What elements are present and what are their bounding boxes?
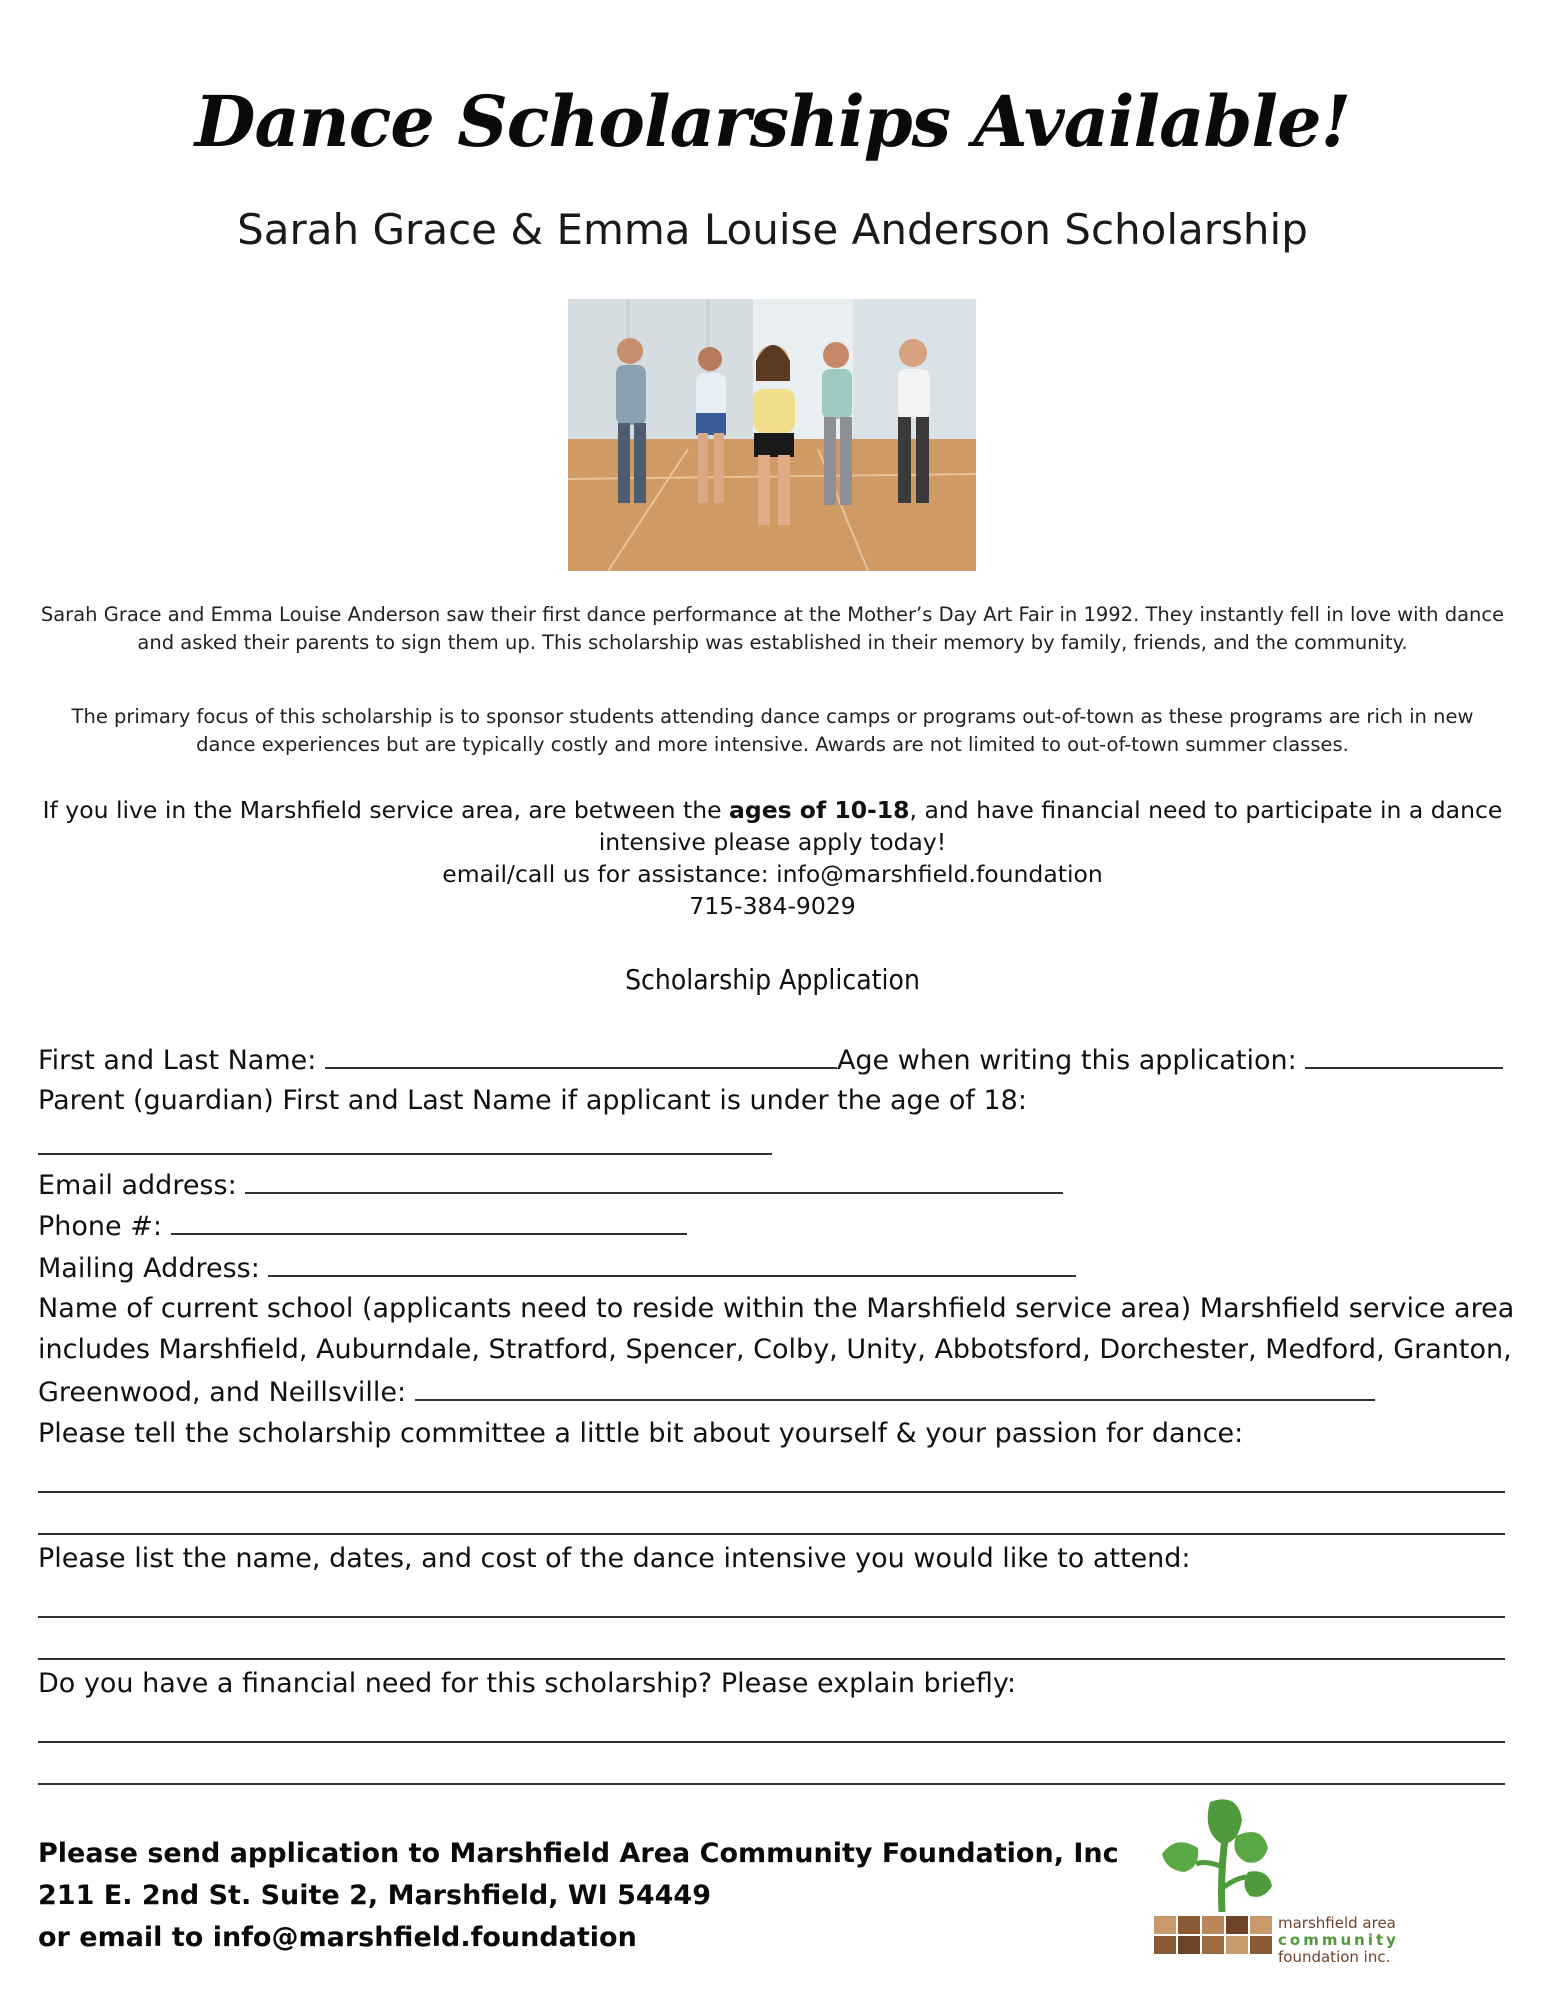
age-label: Age when writing this application: [836, 1045, 1306, 1076]
financial-answer-line-1[interactable] [38, 1741, 1505, 1743]
tree-icon [1162, 1799, 1272, 1912]
school-text-line-1: Name of current school (applicants need to reside within the Marshfield service area) Marshfield service area [38, 1293, 1515, 1324]
application-title: Scholarship Application [625, 963, 920, 996]
footer-email: or email to info@marshfield.foundation [38, 1922, 637, 1953]
email-field[interactable] [245, 1168, 1063, 1194]
school-field[interactable] [415, 1375, 1375, 1401]
parent-label: Parent (guardian) First and Last Name if applicant is under the age of 18: [38, 1085, 1027, 1116]
logo-text-line-2: community [1278, 1931, 1399, 1949]
name-field[interactable] [325, 1043, 837, 1069]
eligibility-ages: ages of 10-18 [729, 796, 910, 824]
email-row [38, 1168, 1063, 1202]
intro-paragraph-focus: The primary focus of this scholarship is to sponsor students attending dance camps or programs out-of-town as these programs are rich in new dance experiences but are typically costly and more intensive. Awards are not limited to out-of-town summer classes. [71, 705, 1474, 756]
school-label: Greenwood, and Neillsville: [38, 1377, 415, 1408]
about-answer-line-1[interactable] [38, 1491, 1505, 1493]
school-row [38, 1375, 1375, 1409]
intensive-answer-line-2[interactable] [38, 1658, 1505, 1660]
email-label: Email address: [38, 1170, 246, 1201]
financial-answer-line-2[interactable] [38, 1783, 1505, 1785]
intensive-question: Please list the name, dates, and cost of the dance intensive you would like to attend: [38, 1543, 1191, 1574]
phone-label: Phone #: [38, 1211, 171, 1242]
phone-field[interactable] [171, 1209, 687, 1235]
page-title: Dance Scholarships Available! [194, 80, 1351, 163]
footer-address: 211 E. 2nd St. Suite 2, Marshfield, WI 54449 [38, 1880, 712, 1911]
name-label: First and Last Name: [38, 1045, 325, 1076]
submission-instructions [38, 1833, 1119, 1959]
name-age-row [38, 1043, 1503, 1077]
mailing-row [38, 1251, 1076, 1285]
parent-name-field[interactable] [38, 1153, 772, 1155]
contact-email-line: email/call us for assistance: info@marshfield.foundation [442, 860, 1103, 888]
foundation-logo [1150, 1792, 1410, 1972]
dancers-photo [568, 299, 976, 571]
scholarship-name: Sarah Grace & Emma Louise Anderson Scholarship [237, 205, 1308, 254]
brick-icon [1154, 1916, 1272, 1954]
contact-phone: 715-384-9029 [689, 892, 856, 920]
logo-text-line-3: foundation inc. [1278, 1948, 1391, 1966]
eligibility-text-start: If you live in the Marshfield service area, are between the [42, 796, 730, 824]
eligibility-paragraph [40, 794, 1505, 858]
mailing-label: Mailing Address: [38, 1253, 269, 1284]
footer-line-1: Please send application to Marshfield Area Community Foundation, Inc [38, 1838, 1119, 1869]
intro-paragraph-history: Sarah Grace and Emma Louise Anderson saw their first dance performance at the Mother’s Day Art Fair in 1992. They instantly fell in love with dance and asked their parents to sign them up. This scholarship was established in their memory by family, friends, and the community. [40, 603, 1505, 654]
phone-row [38, 1209, 687, 1243]
about-answer-line-2[interactable] [38, 1533, 1505, 1535]
financial-question: Do you have a financial need for this scholarship? Please explain briefly: [38, 1668, 1016, 1699]
mailing-address-field[interactable] [268, 1251, 1076, 1277]
intensive-answer-line-1[interactable] [38, 1616, 1505, 1618]
school-text-line-2: includes Marshfield, Auburndale, Stratford, Spencer, Colby, Unity, Abbotsford, Dorchester, Medford, Granton, [38, 1334, 1512, 1365]
eligibility-text-end: , and have financial need to participate in a dance intensive please apply today! [598, 796, 1503, 856]
about-question: Please tell the scholarship committee a little bit about yourself & your passion for dance: [38, 1418, 1244, 1449]
logo-text-line-1: marshfield area [1278, 1914, 1396, 1932]
age-field[interactable] [1305, 1043, 1503, 1069]
